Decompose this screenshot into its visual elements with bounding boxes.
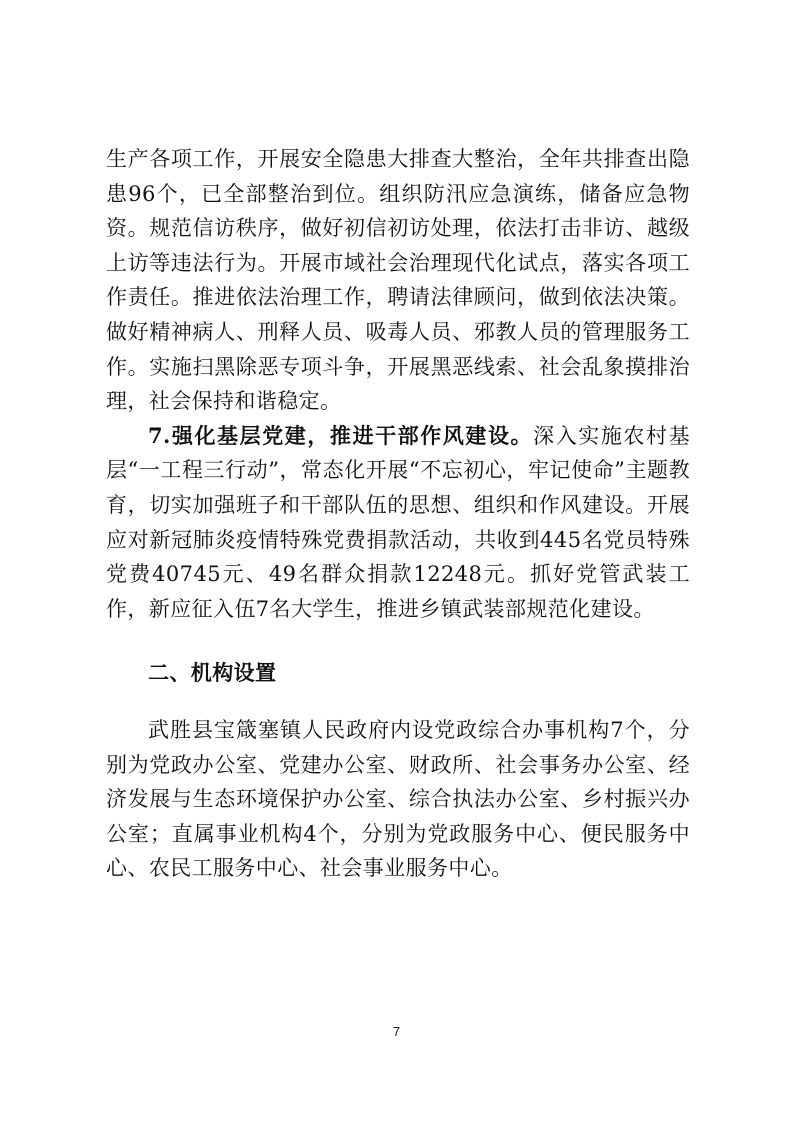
document-body [106, 142, 690, 886]
paragraph-party-building [106, 419, 690, 627]
paragraph-lead-heading: 7.强化基层党建，推进干部作风建设。 [148, 422, 534, 448]
paragraph-text: 武胜县宝箴塞镇人民政府内设党政综合办事机构7个，分别为党政办公室、党建办公室、财政所、社会事务办公室、经济发展与生态环境保护办公室、综合执法办公室、乡村振兴办公室；直属事业机构4个，分别为党政服务中心、便民服务中心、农民工服务中心、社会事业服务中心。 [106, 717, 690, 881]
section-heading: 二、机构设置 [148, 661, 277, 686]
paragraph-text: 生产各项工作，开展安全隐患大排查大整治，全年共排查出隐患96个，已全部整治到位。组织防汛应急演练，储备应急物资。规范信访秩序，做好初信初访处理，依法打击非访、越级上访等违法行为。开展市域社会治理现代化试点，落实各项工作责任。推进依法治理工作，聘请法律顾问，做到依法决策。做好精神病人、刑释人员、吸毒人员、邪教人员的管理服务工作。实施扫黑除恶专项斗争，开展黑恶线索、社会乱象摸排治理，社会保持和谐稳定。 [106, 147, 690, 414]
paragraph-organization [106, 713, 690, 886]
paragraph-safety-stability [106, 142, 690, 419]
page-number: 7 [392, 1024, 401, 1039]
paragraph-text: 深入实施农村基层“一工程三行动”，常态化开展“不忘初心，牢记使命”主题教育，切实加强班子和干部队伍的思想、组织和作风建设。开展应对新冠肺炎疫情特殊党费捐款活动，共收到445名党员特殊党费40745元、49名群众捐款12248元。抓好党管武装工作，新应征入伍7名大学生，推进乡镇武装部规范化建设。 [106, 423, 690, 621]
